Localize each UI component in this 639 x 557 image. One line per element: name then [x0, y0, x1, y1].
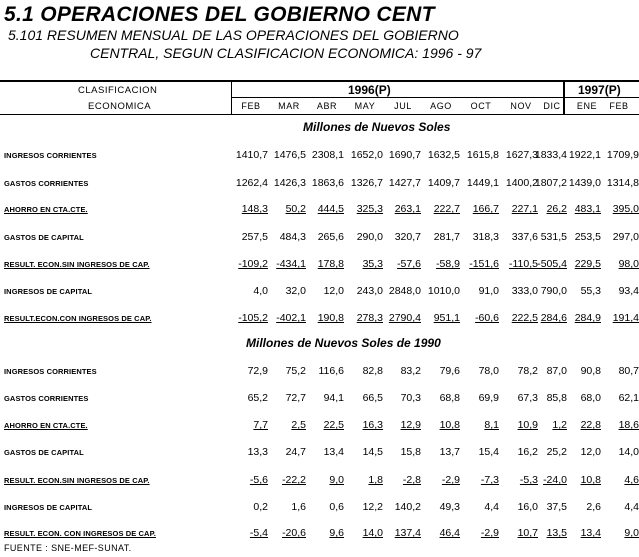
table-cell: 148,3 [241, 203, 268, 215]
month-header-4: JUL [394, 101, 412, 111]
table-cell: 94,1 [323, 392, 344, 404]
table-cell: 10,9 [517, 419, 538, 431]
table-cell: 190,8 [317, 312, 344, 324]
table-cell: 10,7 [517, 527, 538, 539]
table-cell: 1326,7 [350, 177, 383, 189]
table-cell: 24,7 [285, 446, 306, 458]
table-cell: 78,2 [517, 365, 538, 377]
table-cell: 12,0 [323, 285, 344, 297]
month-header-0: FEB [241, 101, 261, 111]
table-cell: 16,2 [517, 446, 538, 458]
row-label: GASTOS CORRIENTES [4, 179, 89, 188]
table-cell: 227,1 [511, 203, 538, 215]
table-cell: 2308,1 [311, 149, 344, 161]
table-cell: 1615,8 [466, 149, 499, 161]
table-cell: 32,0 [285, 285, 306, 297]
row-label: INGRESOS DE CAPITAL [4, 287, 93, 296]
table-cell: -109,2 [238, 258, 268, 270]
month-header-1: MAR [278, 101, 300, 111]
month-header-9: ENE [576, 101, 598, 111]
table-cell: 62,1 [618, 392, 639, 404]
table-cell: 4,6 [624, 474, 639, 486]
table-cell: -5,3 [519, 474, 538, 486]
header-bottom-rule [0, 114, 639, 115]
table-cell: 137,4 [394, 527, 421, 539]
table-cell: 2,5 [291, 419, 306, 431]
table-cell: 14,0 [618, 446, 639, 458]
table-cell: 1,8 [368, 474, 383, 486]
table-cell: 13,3 [247, 446, 268, 458]
table-cell: -57,6 [397, 258, 421, 270]
table-cell: 22,8 [580, 419, 601, 431]
table-cell: 116,6 [318, 365, 344, 377]
table-cell: -2,9 [480, 527, 499, 539]
table-cell: 1709,9 [606, 149, 639, 161]
table-cell: -58,9 [436, 258, 460, 270]
table-cell: 14,0 [362, 527, 383, 539]
row-label: RESULT. ECON. CON INGRESOS DE CAP. [4, 529, 156, 538]
table-cell: -151,6 [469, 258, 499, 270]
table-cell: 14,5 [362, 446, 383, 458]
page-title: 5.1 OPERACIONES DEL GOBIERNO CENT [4, 3, 435, 26]
table-cell: 83,2 [400, 365, 421, 377]
table-cell: 1400,2 [505, 177, 538, 189]
table-cell: 1,2 [552, 419, 567, 431]
header-economic: ECONOMICA [88, 101, 152, 112]
table-cell: 72,7 [285, 392, 306, 404]
table-cell: 50,2 [285, 203, 306, 215]
table-cell: 318,3 [472, 231, 499, 243]
table-cell: 9,0 [624, 527, 639, 539]
table-cell: 484,3 [279, 231, 306, 243]
table-cell: 1652,0 [350, 149, 383, 161]
section-title-0: Millones de Nuevos Soles [303, 120, 451, 134]
month-header-3: MAY [354, 101, 376, 111]
table-cell: 1476,5 [273, 149, 306, 161]
table-cell: 337,6 [511, 231, 538, 243]
table-cell: 265,6 [317, 231, 344, 243]
table-cell: 1426,3 [273, 177, 306, 189]
table-cell: 65,2 [247, 392, 268, 404]
header-top-rule [0, 80, 639, 82]
table-cell: 284,6 [540, 312, 567, 324]
row-label: RESULT. ECON.SIN INGRESOS DE CAP. [4, 476, 150, 485]
table-cell: 80,7 [618, 365, 639, 377]
table-cell: 67,3 [517, 392, 538, 404]
table-cell: -402,1 [276, 312, 306, 324]
table-cell: 26,2 [546, 203, 567, 215]
table-cell: 55,3 [580, 285, 601, 297]
table-cell: 1262,4 [235, 177, 268, 189]
table-cell: 284,9 [574, 312, 601, 324]
table-cell: 16,3 [362, 419, 383, 431]
table-cell: 66,5 [362, 392, 383, 404]
table-cell: -5,6 [249, 474, 268, 486]
table-cell: 15,8 [400, 446, 421, 458]
table-subtitle-line2: CENTRAL, SEGUN CLASIFICACION ECONOMICA: 1996 - 97 [90, 45, 482, 61]
table-cell: 1010,0 [427, 285, 460, 297]
table-cell: 46,4 [439, 527, 460, 539]
table-cell: 1632,5 [427, 149, 460, 161]
table-cell: 1427,7 [388, 177, 421, 189]
table-cell: 531,5 [540, 231, 567, 243]
table-cell: 320,7 [394, 231, 421, 243]
table-cell: 98,0 [618, 258, 639, 270]
month-header-10: FEB [609, 101, 629, 111]
table-cell: -20,6 [282, 527, 306, 539]
table-cell: 12,2 [362, 501, 383, 513]
row-label: INGRESOS CORRIENTES [4, 367, 97, 376]
table-cell: -2,9 [441, 474, 460, 486]
table-cell: -434,1 [276, 258, 306, 270]
table-cell: 69,9 [478, 392, 499, 404]
table-cell: 2848,0 [388, 285, 421, 297]
table-cell: 1807,2 [534, 177, 567, 189]
header-classification: CLASIFICACION [78, 85, 158, 96]
table-cell: 951,1 [433, 312, 460, 324]
row-label: GASTOS CORRIENTES [4, 394, 89, 403]
table-cell: 222,7 [433, 203, 460, 215]
table-cell: 444,5 [317, 203, 344, 215]
table-cell: 1627,3 [505, 149, 538, 161]
table-cell: 333,0 [511, 285, 538, 297]
section-title-1: Millones de Nuevos Soles de 1990 [246, 336, 441, 350]
table-cell: 281,7 [433, 231, 460, 243]
table-cell: 4,0 [253, 285, 268, 297]
table-cell: 35,3 [362, 258, 383, 270]
row-label: INGRESOS DE CAPITAL [4, 503, 93, 512]
table-cell: 85,8 [546, 392, 567, 404]
table-cell: 15,4 [478, 446, 499, 458]
table-cell: 0,6 [329, 501, 344, 513]
table-cell: 257,5 [241, 231, 268, 243]
table-cell: 12,0 [580, 446, 601, 458]
row-label: AHORRO EN CTA.CTE. [4, 205, 88, 214]
table-cell: 1863,6 [311, 177, 344, 189]
row-label: GASTOS DE CAPITAL [4, 233, 84, 242]
table-cell: -7,3 [480, 474, 499, 486]
table-cell: 1690,7 [388, 149, 421, 161]
month-header-6: OCT [470, 101, 492, 111]
table-cell: 87,0 [546, 365, 567, 377]
table-cell: 2790,4 [388, 312, 421, 324]
table-cell: 1439,0 [568, 177, 601, 189]
table-cell: -22,2 [282, 474, 306, 486]
table-cell: 78,0 [478, 365, 499, 377]
table-cell: -60,6 [475, 312, 499, 324]
table-cell: 13,5 [546, 527, 567, 539]
table-cell: 395,0 [612, 203, 639, 215]
table-cell: 18,6 [618, 419, 639, 431]
table-cell: 7,7 [253, 419, 268, 431]
table-cell: 4,4 [624, 501, 639, 513]
table-cell: 297,0 [612, 231, 639, 243]
header-year-1996: 1996(P) [348, 83, 391, 97]
table-cell: 325,3 [356, 203, 383, 215]
table-cell: -505,4 [537, 258, 567, 270]
table-cell: 191,4 [612, 312, 639, 324]
table-cell: 22,5 [323, 419, 344, 431]
table-cell: 1410,7 [235, 149, 268, 161]
table-cell: 222,5 [511, 312, 538, 324]
table-cell: 12,9 [400, 419, 421, 431]
table-cell: 263,1 [394, 203, 421, 215]
row-label: RESULT.ECON.CON INGRESOS DE CAP. [4, 314, 152, 323]
table-cell: 178,8 [317, 258, 344, 270]
table-cell: 10,8 [580, 474, 601, 486]
row-label: INGRESOS CORRIENTES [4, 151, 97, 160]
table-cell: 790,0 [540, 285, 567, 297]
table-cell: 68,8 [439, 392, 460, 404]
table-cell: 13,4 [323, 446, 344, 458]
table-cell: 68,0 [580, 392, 601, 404]
table-cell: 82,8 [362, 365, 383, 377]
table-cell: 91,0 [478, 285, 499, 297]
year-underline-1997 [565, 97, 639, 98]
table-cell: -5,4 [249, 527, 268, 539]
table-cell: 70,3 [400, 392, 421, 404]
table-cell: 1833,4 [534, 149, 567, 161]
table-subtitle-line1: 5.101 RESUMEN MENSUAL DE LAS OPERACIONES DEL GOBIERNO [8, 27, 459, 43]
table-cell: 229,5 [574, 258, 601, 270]
table-cell: 1449,1 [466, 177, 499, 189]
table-cell: 75,2 [285, 365, 306, 377]
table-cell: 243,0 [356, 285, 383, 297]
table-cell: 72,9 [247, 365, 268, 377]
table-cell: 90,8 [580, 365, 601, 377]
table-cell: -110,5 [509, 258, 538, 270]
table-cell: 253,5 [574, 231, 601, 243]
header-year-1997: 1997(P) [578, 83, 621, 97]
table-cell: 0,2 [253, 501, 268, 513]
row-label: GASTOS DE CAPITAL [4, 448, 84, 457]
table-cell: 79,6 [439, 365, 460, 377]
table-cell: 49,3 [439, 501, 460, 513]
table-cell: 4,4 [484, 501, 499, 513]
table-cell: 1314,8 [606, 177, 639, 189]
source-note: FUENTE : SNE-MEF-SUNAT. [4, 543, 132, 553]
month-header-2: ABR [316, 101, 338, 111]
table-cell: -105,2 [238, 312, 268, 324]
row-label: RESULT. ECON.SIN INGRESOS DE CAP. [4, 260, 150, 269]
table-cell: 13,4 [580, 527, 601, 539]
table-cell: 290,0 [356, 231, 383, 243]
table-cell: 483,1 [574, 203, 601, 215]
table-cell: 166,7 [472, 203, 499, 215]
table-cell: 1922,1 [568, 149, 601, 161]
table-cell: 1409,7 [427, 177, 460, 189]
table-cell: 16,0 [517, 501, 538, 513]
row-label: AHORRO EN CTA.CTE. [4, 421, 88, 430]
table-cell: 10,8 [439, 419, 460, 431]
table-cell: -2,8 [402, 474, 421, 486]
table-cell: -24,0 [543, 474, 567, 486]
year-underline-1996 [232, 97, 563, 98]
table-cell: 25,2 [546, 446, 567, 458]
table-cell: 93,4 [618, 285, 639, 297]
table-cell: 140,2 [394, 501, 421, 513]
month-header-8: DIC [543, 101, 561, 111]
table-cell: 37,5 [546, 501, 567, 513]
table-cell: 278,3 [356, 312, 383, 324]
table-cell: 9,6 [329, 527, 344, 539]
table-cell: 8,1 [484, 419, 499, 431]
table-cell: 1,6 [291, 501, 306, 513]
table-cell: 13,7 [439, 446, 460, 458]
table-cell: 2,6 [586, 501, 601, 513]
month-header-5: AGO [430, 101, 452, 111]
table-cell: 9,0 [329, 474, 344, 486]
month-header-7: NOV [510, 101, 532, 111]
